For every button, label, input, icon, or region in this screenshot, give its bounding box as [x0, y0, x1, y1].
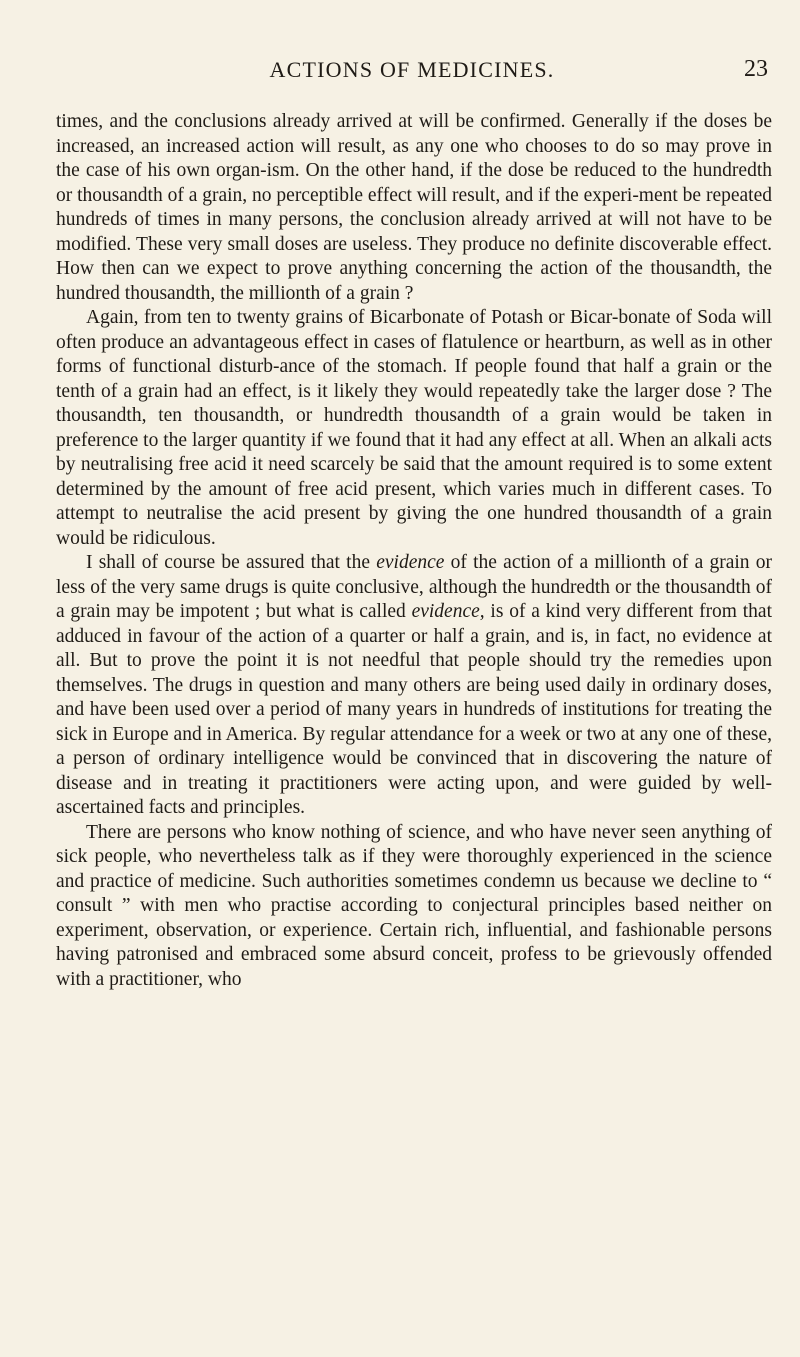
body-text	[56, 110, 772, 992]
paragraph-1	[56, 110, 772, 306]
paragraph-3-text-b: of the action of a millionth of a grain or less of the very same drugs is quite conclusive, although the hundredth or the thousandth of a grain may be impotent ; but what is called	[56, 552, 772, 622]
page-header	[56, 57, 768, 87]
paragraph-3-text-c: is of a kind very different from that adduced in favour of the action of a quarter or half a grain, and is, in fact, no evidence at all. But to prove the point it is not needful that people should try the remedies upon themselves. The drugs in question and many others are being used daily in ordinary doses, and have been used over a period of many years in hundreds of institutions for treating the sick in Europe and in America. By regular attendance for a week or two at any one of these, a person of ordinary intelligence would be convinced that in discovering the nature of disease and in treating it practitioners were acting upon, and were guided by well-ascertained facts and principles.	[56, 601, 772, 818]
italic-evidence-1: evidence	[376, 552, 445, 573]
paragraph-4	[56, 821, 772, 993]
paragraph-2	[56, 306, 772, 551]
running-head: ACTIONS OF MEDICINES.	[269, 57, 555, 82]
paragraph-3	[56, 551, 772, 821]
paragraph-1-text: times, and the conclusions already arrived at will be confirmed. Generally if the doses be increased, an increased action will result, as any one who chooses to do so may prove in the case of his own organ-ism. On the other hand, if the dose be reduced to the hundredth or thousandth of a grain, no perceptible effect will result, and if the experi-ment be repeated hundreds of times in many persons, the conclusion already arrived at will not have to be modified. These very small doses are useless. They produce no definite discoverable effect. How then can we expect to prove anything concerning the action of the thousandth, the hundred thousandth, the millionth of a grain ?	[56, 111, 772, 304]
italic-evidence-2: evidence,	[411, 601, 485, 622]
paragraph-2-text: Again, from ten to twenty grains of Bicarbonate of Potash or Bicar-bonate of Soda will often produce an advantageous effect in cases of flatulence or heartburn, as well as in other forms of functional disturb-ance of the stomach. If people found that half a grain or the tenth of a grain had an effect, is it likely they would repeatedly take the larger dose ? The thousandth, ten thousandth, or hundredth thousandth of a grain would be taken in preference to the larger quantity if we found that it had any effect at all. When an alkali acts by neutralising free acid it need scarcely be said that the amount required is to some extent determined by the amount of free acid present, which varies much in different cases. To attempt to neutralise the acid present by giving the one hundred thousandth of a grain would be ridiculous.	[56, 307, 772, 549]
paragraph-3-text-a: I shall of course be assured that the	[86, 552, 377, 573]
page-number: 23	[744, 56, 768, 82]
paragraph-4-text: There are persons who know nothing of science, and who have never seen anything of sick people, who nevertheless talk as if they were thoroughly experienced in the science and practice of medicine. Such authorities sometimes condemn us because we decline to “ consult ” with men who practise according to conjectural principles based neither on experiment, observation, or experience. Certain rich, influential, and fashionable persons having patronised and embraced some absurd conceit, profess to be grievously offended with a practitioner, who	[56, 821, 772, 990]
